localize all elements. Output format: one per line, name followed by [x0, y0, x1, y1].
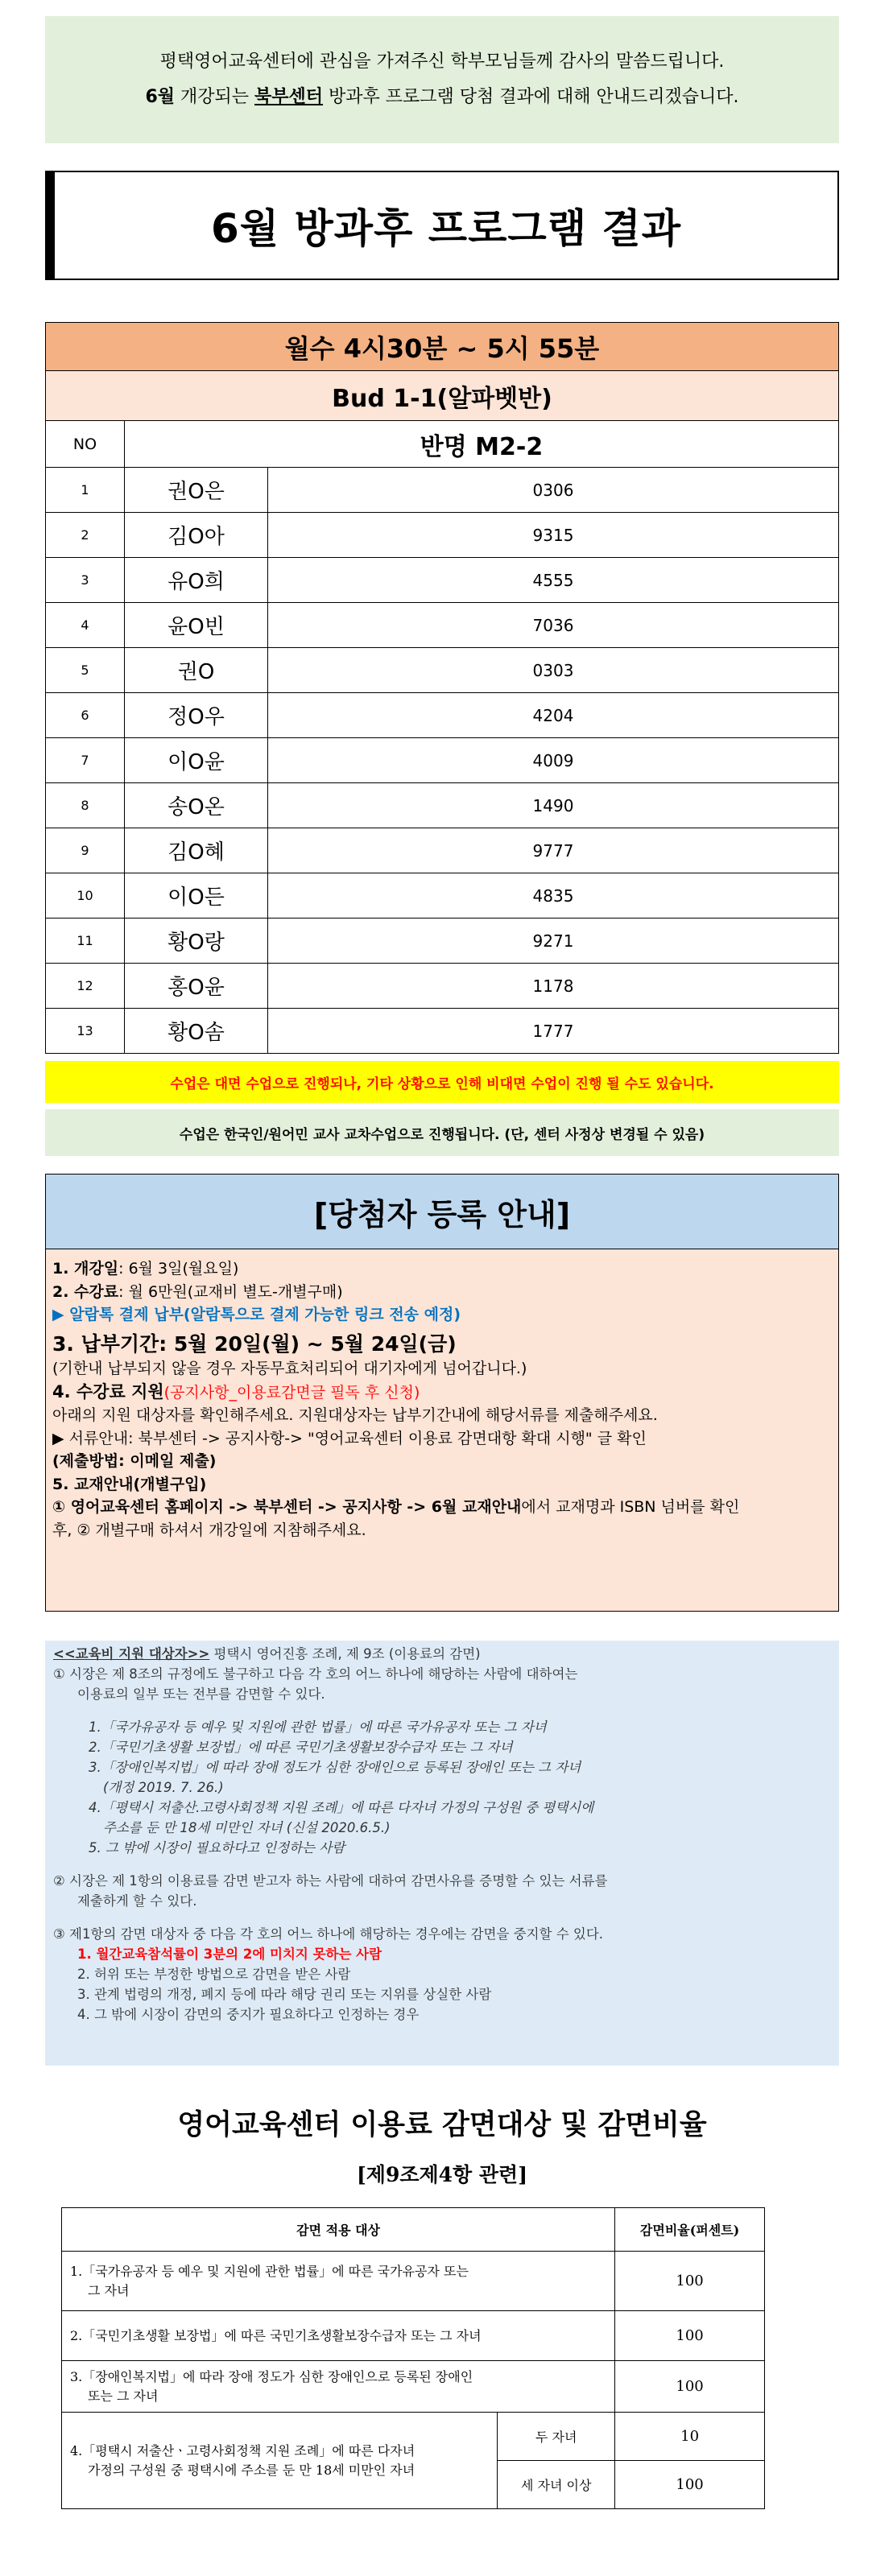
- row-code: 0303: [268, 648, 839, 693]
- row-code: 1490: [268, 783, 839, 828]
- reg-l2-text: : 월 6만원(교재비 별도-개별구매): [118, 1282, 343, 1301]
- reg-l3-text: : 5월 20일(월) ~ 5월 24일(금): [159, 1331, 457, 1356]
- table-row: [46, 783, 839, 828]
- discount-sub-1: 두 자녀: [498, 2413, 615, 2461]
- reg-line-3: [52, 1333, 832, 1358]
- intro-center: 북부센터: [254, 87, 324, 107]
- reg-l4-method: (제출방법: 이메일 제출): [52, 1452, 217, 1470]
- law-p1a: ① 시장은 제 8조의 규정에도 불구하고 다음 각 호의 어느 하나에 해당하는 사람에 대하여는: [53, 1666, 578, 1682]
- row-code: 9777: [268, 828, 839, 873]
- discount-sub-2: 세 자녀 이상: [498, 2461, 615, 2509]
- law-item-5: 5. 그 밖에 시장이 필요하다고 인정하는 사람: [89, 1840, 345, 1856]
- reg-line-4: [52, 1381, 832, 1405]
- table-row: [46, 1009, 839, 1054]
- row-name: 황O솜: [125, 1009, 268, 1054]
- law-header-rest: 평택시 영어진흥 조례, 제 9조 (이용료의 감면): [209, 1646, 481, 1662]
- law-item-4b: 주소를 둔 만 18세 미만인 자녀 (신설 2020.6.5.): [103, 1820, 391, 1835]
- row-no: 9: [46, 828, 125, 873]
- reg-l2-note: ▶ 알람톡 결제 납부(알람톡으로 결제 가능한 링크 전송 예정): [52, 1306, 461, 1323]
- law-p1b: 이용료의 일부 또는 전부를 감면할 수 있다.: [77, 1686, 325, 1702]
- discount-table: [61, 2207, 765, 2509]
- row-no: 1: [46, 468, 125, 513]
- law-p2a: ② 시장은 제 1항의 이용료를 감면 받고자 하는 사람에 대하여 감면사유를 증명할 수 있는 서류를: [53, 1873, 608, 1889]
- row-no: 11: [46, 919, 125, 964]
- discount-rate-2: 100: [615, 2311, 765, 2361]
- discount-rate-1: 100: [615, 2252, 765, 2311]
- row-code: 1777: [268, 1009, 839, 1054]
- law-header-label: <<교육비 지원 대상자>>: [53, 1646, 210, 1662]
- class-name: Bud 1-1(알파벳반): [46, 371, 839, 421]
- row-code: 4555: [268, 558, 839, 603]
- intro-line-2: [145, 80, 738, 115]
- discount-row-1: [62, 2252, 765, 2311]
- page-title: 6월 방과후 프로그램 결과: [45, 171, 839, 280]
- row-code: 7036: [268, 603, 839, 648]
- table-row: [46, 828, 839, 873]
- r3-line-a: 3.「장애인복지법」에 따라 장애 정도가 심한 장애인으로 등록된 장애인: [70, 2368, 473, 2384]
- reg-line-1: [52, 1257, 832, 1281]
- col-rate: 감면비율(퍼센트): [615, 2208, 765, 2252]
- row-code: 9271: [268, 919, 839, 964]
- law-p3: ③ 제1항의 감면 대상자 중 다음 각 호의 어느 하나에 해당하는 경우에는 감면을 중지할 수 있다.: [53, 1926, 604, 1942]
- row-name: 권O: [125, 648, 268, 693]
- reg-l4-label: 4. 수강료 지원: [52, 1381, 164, 1402]
- discount-row-3: [62, 2361, 765, 2413]
- registration-heading: [당첨자 등록 안내]: [45, 1174, 839, 1249]
- row-code: 9315: [268, 513, 839, 558]
- table-row: [46, 648, 839, 693]
- row-code: 4009: [268, 738, 839, 783]
- row-name: 정O우: [125, 693, 268, 738]
- law-header: [53, 1644, 831, 1664]
- table-row: [46, 513, 839, 558]
- row-no: 2: [46, 513, 125, 558]
- row-name: 윤O빈: [125, 603, 268, 648]
- law-p2b: 제출하게 할 수 있다.: [77, 1893, 197, 1909]
- law-item-3b: (개정 2019. 7. 26.): [103, 1780, 224, 1795]
- reg-l4-red: (공지사항_이용료감면글 필독 후 신청): [163, 1383, 420, 1402]
- law-stop-1: 1. 월간교육참석률이 3분의 2에 미치지 못하는 사람: [77, 1946, 382, 1962]
- table-row: [46, 738, 839, 783]
- discount-header: [62, 2208, 765, 2252]
- registration-body: [45, 1249, 839, 1612]
- r4-line-b: 가정의 구성원 중 평택시에 주소를 둔 만 18세 미만인 자녀: [88, 2462, 415, 2478]
- discount-target-2: 2.「국민기초생활 보장법」에 따른 국민기초생활보장수급자 또는 그 자녀: [62, 2311, 615, 2361]
- intro-text-b: 방과후 프로그램 당첨 결과에 대해 안내드리겠습니다.: [323, 87, 739, 107]
- col-target: 감면 적용 대상: [62, 2208, 615, 2252]
- table-row: [46, 873, 839, 919]
- class-time: 월수 4시30분 ~ 5시 55분: [46, 323, 839, 371]
- r4-line-a: 4.「평택시 저출산ㆍ고령사회정책 지원 조례」에 따른 다자녀: [70, 2442, 415, 2458]
- row-no: 12: [46, 964, 125, 1009]
- row-code: 4204: [268, 693, 839, 738]
- discount-target-4: [62, 2413, 498, 2509]
- row-no: 3: [46, 558, 125, 603]
- discount-target-1: [62, 2252, 615, 2311]
- row-name: 유O희: [125, 558, 268, 603]
- law-stop-4: 4. 그 밖에 시장이 감면의 중지가 필요하다고 인정하는 경우: [77, 2007, 420, 2022]
- time-row: [46, 323, 839, 371]
- discount-title: 영어교육센터 이용료 감면대상 및 감면비율: [177, 2109, 707, 2141]
- row-no: 10: [46, 873, 125, 919]
- table-row: [46, 964, 839, 1009]
- row-code: 0306: [268, 468, 839, 513]
- discount-target-3: [62, 2361, 615, 2413]
- row-no: 5: [46, 648, 125, 693]
- row-no: 6: [46, 693, 125, 738]
- table-row: [46, 693, 839, 738]
- law-item-4a: 4.「평택시 저출산.고령사회정책 지원 조례」에 따른 다자녀 가정의 구성원 중 평택시에: [89, 1800, 594, 1815]
- warning-notice: 수업은 대면 수업으로 진행되나, 기타 상황으로 인해 비대면 수업이 진행 될 수도 있습니다.: [45, 1061, 839, 1103]
- row-name: 황O랑: [125, 919, 268, 964]
- table-row: [46, 919, 839, 964]
- row-name: 송O온: [125, 783, 268, 828]
- col-group: 반명 M2-2: [125, 421, 839, 468]
- row-no: 4: [46, 603, 125, 648]
- discount-rate-3: 100: [615, 2361, 765, 2413]
- discount-row-4a: [62, 2413, 765, 2461]
- r1-line-a: 1.「국가유공자 등 예우 및 지원에 관한 법률」에 따른 국가유공자 또는: [70, 2263, 469, 2279]
- r1-line-b: 그 자녀: [88, 2282, 130, 2298]
- result-table: [45, 322, 839, 1054]
- reg-line-5: [52, 1496, 832, 1519]
- reg-l4-text: 아래의 지원 대상자를 확인해주세요. 지원대상자는 납부기간내에 해당서류를 제출해주세요.: [52, 1406, 658, 1424]
- reg-l3-label: 3. 납부기간: [52, 1331, 159, 1356]
- reg-l5-path: ① 영어교육센터 홈페이지 -> 북부센터 -> 공지사항 -> 6월 교재안내: [52, 1498, 522, 1516]
- discount-row-2: [62, 2311, 765, 2361]
- r3-line-b: 또는 그 자녀: [88, 2388, 159, 2404]
- discount-rate-4a: 10: [615, 2413, 765, 2461]
- row-name: 홍O윤: [125, 964, 268, 1009]
- result-rows: [46, 468, 839, 1054]
- reg-l1-label: 1. 개강일: [52, 1260, 119, 1278]
- reg-l1-text: : 6월 3일(월요일): [118, 1260, 239, 1278]
- intro-text-a: 개강되는: [175, 87, 255, 107]
- table-row: [46, 558, 839, 603]
- row-no: 13: [46, 1009, 125, 1054]
- reg-l4-guide: ▶ 서류안내: 북부센터 -> 공지사항-> "영어교육센터 이용료 감면대항 확대 시행" 글 확인: [52, 1429, 647, 1447]
- law-item-3a: 3.「장애인복지법」에 따라 장애 정도가 심한 장애인으로 등록된 장애인 또는 그 자녀: [89, 1760, 581, 1775]
- law-section: [45, 1641, 839, 2066]
- intro-line-1: 평택영어교육센터에 관심을 가져주신 학부모님들께 감사의 말씀드립니다.: [159, 52, 725, 72]
- reg-l5-text2: 후, ② 개별구매 하셔서 개강일에 지참해주세요.: [52, 1521, 366, 1539]
- row-name: 김O혜: [125, 828, 268, 873]
- row-no: 7: [46, 738, 125, 783]
- class-row: [46, 371, 839, 421]
- discount-rate-4b: 100: [615, 2461, 765, 2509]
- law-stop-2: 2. 허위 또는 부정한 방법으로 감면을 받은 사람: [77, 1967, 351, 1982]
- law-item-2: 2.「국민기초생활 보장법」에 따른 국민기초생활보장수급자 또는 그 자녀: [89, 1740, 513, 1755]
- row-name: 이O든: [125, 873, 268, 919]
- intro-month: 6월: [145, 87, 176, 107]
- table-row: [46, 603, 839, 648]
- law-stop-3: 3. 관계 법령의 개정, 폐지 등에 따라 해당 권리 또는 지위를 상실한 사람: [77, 1987, 492, 2002]
- table-header: [46, 421, 839, 468]
- row-name: 김O아: [125, 513, 268, 558]
- table-row: [46, 468, 839, 513]
- row-code: 4835: [268, 873, 839, 919]
- reg-l5-text: 에서 교재명과 ISBN 넘버를 확인: [521, 1498, 740, 1516]
- info-notice: 수업은 한국인/원어민 교사 교차수업으로 진행됩니다. (단, 센터 사정상 변경될 수 있음): [45, 1109, 839, 1156]
- row-no: 8: [46, 783, 125, 828]
- row-name: 권O은: [125, 468, 268, 513]
- row-name: 이O윤: [125, 738, 268, 783]
- row-code: 1178: [268, 964, 839, 1009]
- reg-line-2: [52, 1281, 832, 1304]
- reg-l5-label: 5. 교재안내(개별구입): [52, 1475, 207, 1493]
- reg-l3-note: (기한내 납부되지 않을 경우 자동무효처리되어 대기자에게 넘어갑니다.): [52, 1360, 527, 1377]
- col-no: NO: [46, 421, 125, 468]
- law-item-1: 1.「국가유공자 등 예우 및 지원에 관한 법률」에 따른 국가유공자 또는 그 자녀: [89, 1719, 547, 1735]
- reg-l2-label: 2. 수강료: [52, 1282, 119, 1301]
- intro-banner: [45, 16, 839, 143]
- discount-subtitle: [제9조제4항 관련]: [356, 2163, 528, 2186]
